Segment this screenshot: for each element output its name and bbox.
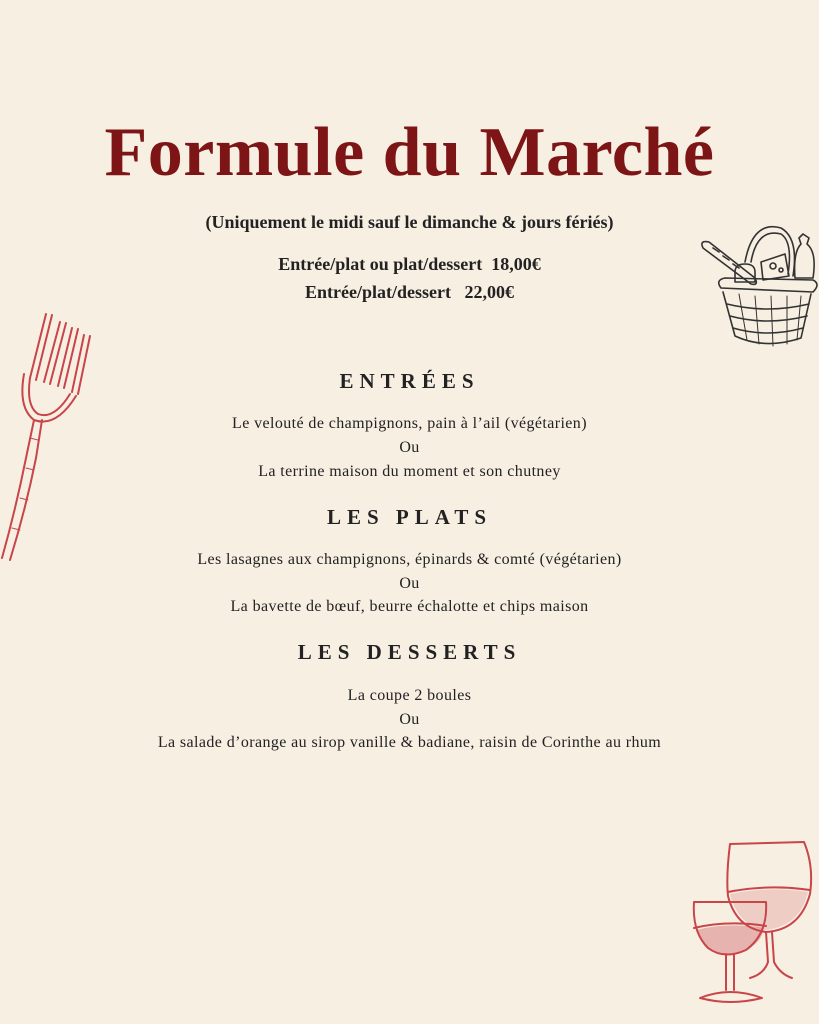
menu-item: Les lasagnes aux champignons, épinards & comté (végétarien) xyxy=(197,551,622,568)
menu-item: La bavette de bœuf, beurre échalotte et chips maison xyxy=(230,598,589,615)
picnic-basket-icon xyxy=(695,218,819,353)
menu-item-separator: Ou xyxy=(399,711,420,728)
menu-item-separator: Ou xyxy=(399,439,420,456)
fork-icon xyxy=(0,308,100,563)
wine-glasses-icon xyxy=(688,836,819,1008)
menu-item: La coupe 2 boules xyxy=(347,687,472,704)
section-title-plats: LES PLATS xyxy=(326,505,493,529)
menu-item: La terrine maison du moment et son chutney xyxy=(258,463,561,480)
price-line: Entrée/plat ou plat/dessert 18,00€ xyxy=(278,254,541,274)
menu-item: Le velouté de champignons, pain à l’ail (végétarien) xyxy=(232,415,587,432)
menu-item: La salade d’orange au sirop vanille & badiane, raisin de Corinthe au rhum xyxy=(157,734,662,751)
menu-subtitle: (Uniquement le midi sauf le dimanche & jours fériés) xyxy=(205,212,614,232)
menu-title: Formule du Marché xyxy=(104,114,715,191)
section-title-entrees: ENTRÉES xyxy=(339,369,480,393)
menu-item-separator: Ou xyxy=(399,575,420,592)
price-line: Entrée/plat/dessert 22,00€ xyxy=(305,282,514,302)
section-title-desserts: LES DESSERTS xyxy=(297,640,522,664)
